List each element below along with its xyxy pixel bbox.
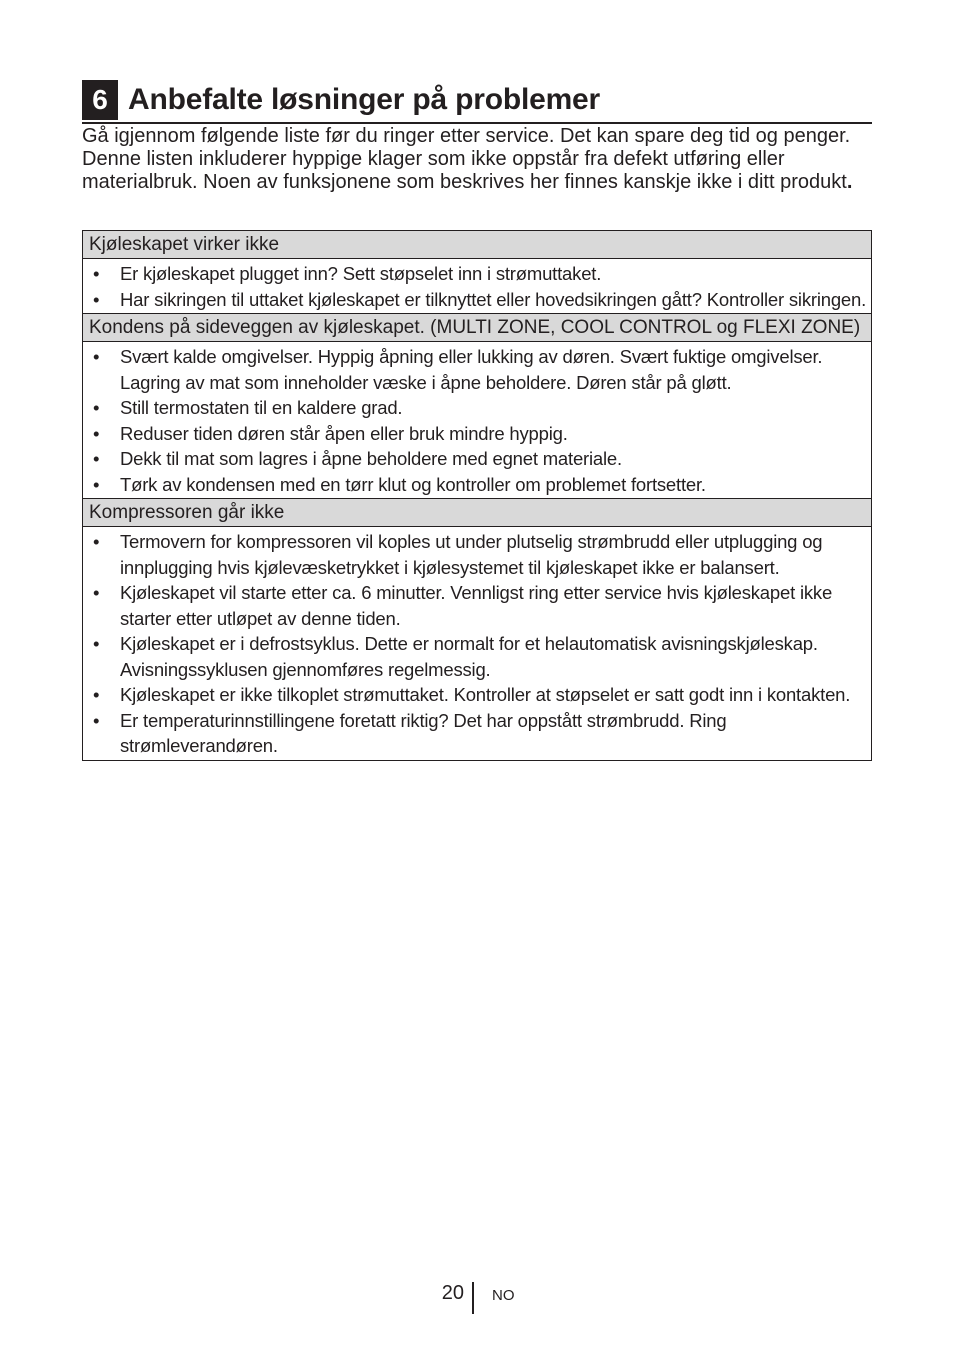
bullet-icon: • — [93, 473, 100, 495]
solution-text: Kjøleskapet er ikke tilkoplet strømuttaket. Kontroller at støpselet er satt godt inn i kontakten. — [120, 684, 851, 705]
problem-heading: Kjøleskapet virker ikke — [83, 231, 871, 259]
bullet-icon: • — [93, 684, 100, 705]
bullet-icon: • — [93, 263, 100, 284]
bullet-icon: • — [93, 397, 100, 418]
solution-text: Tørk av kondensen med en tørr klut og kontroller om problemet fortsetter. — [120, 473, 706, 495]
bullet-icon: • — [93, 448, 100, 469]
solution-item — [89, 261, 867, 287]
problem-heading: Kondens på sideveggen av kjøleskapet. (MULTI ZONE, COOL CONTROL og FLEXI ZONE) — [83, 314, 871, 342]
solution-text: Kjøleskapet er i defrostsyklus. Dette er normalt for et helautomatisk avisningskjøleskap. Avisningssyklusen gjennomføres regelmessig. — [120, 633, 818, 680]
solution-item — [89, 682, 867, 708]
solution-text: Er kjøleskapet plugget inn? Sett støpselet inn i strømuttaket. — [120, 263, 602, 284]
problem-heading: Kompressoren går ikke — [83, 499, 871, 527]
solution-text: Dekk til mat som lagres i åpne beholdere med egnet materiale. — [120, 448, 622, 469]
solution-text: Kjøleskapet vil starte etter ca. 6 minutter. Vennligst ring etter service hvis kjøleskapet ikke starter etter utløpet av denne tiden. — [120, 582, 833, 629]
solution-item — [89, 472, 867, 498]
intro-end-mark: . — [846, 171, 853, 193]
section-number-badge: 6 — [82, 80, 118, 120]
bullet-icon: • — [93, 709, 100, 731]
section-title: Anbefalte løsninger på problemer — [128, 83, 601, 116]
manual-page — [82, 78, 872, 761]
solution-text: Har sikringen til uttaket kjøleskapet er tilknyttet eller hovedsikringen gått? Kontroller sikringen. — [120, 288, 867, 310]
solution-item — [89, 631, 867, 682]
solution-item — [89, 395, 867, 421]
intro-text: Gå igjennom følgende liste før du ringer etter service. Det kan spare deg tid og penger. Denne listen inkluderer hyppige klager som ikke oppstår fra defekt utføring eller materialbruk. Noen av funksjonene som beskrives her finnes kanskje ikke i ditt produkt — [82, 125, 851, 193]
solution-item — [89, 529, 867, 580]
solution-item — [89, 580, 867, 631]
solution-text: Reduser tiden døren står åpen eller bruk mindre hyppig. — [120, 422, 568, 444]
solution-item — [89, 344, 867, 395]
solution-list — [83, 527, 871, 760]
solution-list — [83, 342, 871, 499]
section-header — [82, 78, 872, 124]
bullet-icon: • — [93, 288, 100, 310]
language-code: NO — [492, 1287, 515, 1304]
intro-paragraph — [82, 124, 872, 194]
page-footer — [0, 1280, 954, 1316]
solution-item — [89, 446, 867, 472]
solution-item — [89, 421, 867, 447]
bullet-icon: • — [93, 633, 100, 654]
solution-text: Er temperaturinnstillingene foretatt riktig? Det har oppstått strømbrudd. Ring strømleverandøren. — [120, 709, 727, 756]
solution-item — [89, 708, 867, 759]
solution-list — [83, 259, 871, 314]
solution-item — [89, 287, 867, 313]
troubleshooting-table — [82, 230, 872, 761]
bullet-icon: • — [93, 346, 100, 367]
footer-divider — [472, 1282, 474, 1314]
solution-text: Svært kalde omgivelser. Hyppig åpning eller lukking av døren. Svært fuktige omgivelser. Lagring av mat som inneholder væske i åpne beholdere. Døren står på gløtt. — [120, 346, 823, 393]
bullet-icon: • — [93, 422, 100, 444]
bullet-icon: • — [93, 531, 100, 552]
bullet-icon: • — [93, 582, 100, 603]
solution-text: Termovern for kompressoren vil koples ut under plutselig strømbrudd eller utplugging og innplugging hvis kjølevæsketrykket i kjølesystemet til kjøleskapet ikke er balansert. — [120, 531, 823, 578]
solution-text: Still termostaten til en kaldere grad. — [120, 397, 403, 418]
page-number: 20 — [441, 1282, 464, 1304]
